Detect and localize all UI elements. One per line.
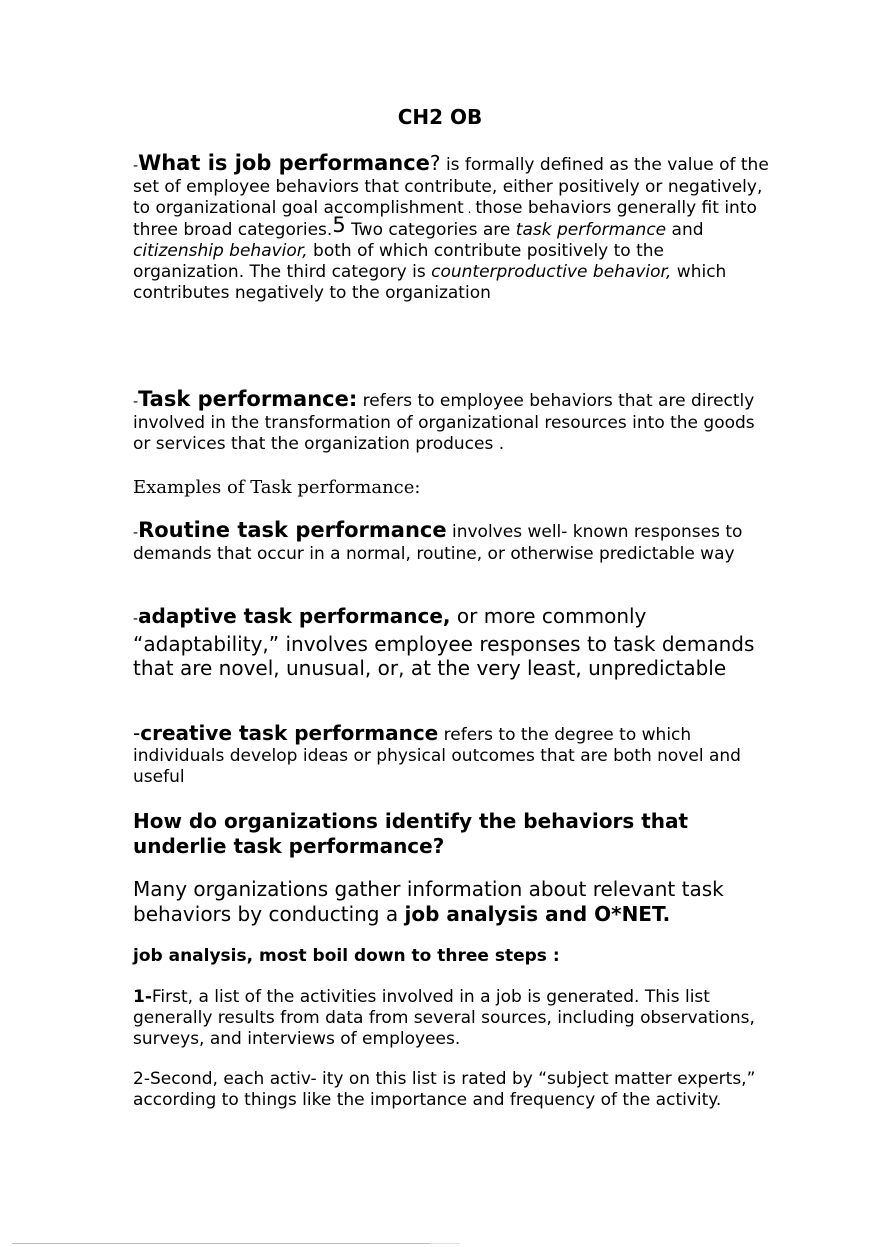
adaptive-task-heading: adaptive task performance, (138, 604, 451, 628)
citizenship-behavior-term: citizenship behavior, (133, 241, 308, 261)
step-1-text: First, a list of the activities involved in a job is generated. This list generally results from data from several sources, including observations, surveys, and interviews of employees. (133, 987, 755, 1049)
question-mark: ? (429, 151, 441, 175)
routine-task-heading: Routine task performance (138, 518, 447, 542)
steps-heading: job analysis, most boil down to three steps : (133, 946, 560, 966)
gather-text: Many organizations gather information about relevant task behaviors by conducting a (133, 877, 724, 926)
and-text: and (666, 220, 704, 240)
counterproductive-behavior-term: counterproductive behavior, (431, 262, 672, 282)
footnote-separator-fade (430, 1243, 460, 1244)
dash: - (133, 525, 139, 541)
step-2-paragraph: 2-Second, each activ- ity on this list is rated by “subject matter experts,” according to things like the importance and frequency of the activity. (133, 1069, 756, 1110)
job-analysis-term: job analysis and O*NET. (404, 902, 671, 926)
task-performance-term: task performance (515, 220, 667, 240)
negative-contribution-text: which contributes negatively to the organization (133, 262, 727, 303)
creative-task-text: refers to the degree to which individuals develop ideas or physical outcomes that are both novel and useful (133, 725, 741, 787)
step-1-paragraph (133, 987, 773, 1050)
adaptive-task-text: or more commonly “adaptability,” involves employee responses to task demands that are novel, unusual, or, at the very least, unpredictable (133, 604, 755, 680)
step-1-number: 1- (133, 987, 152, 1007)
task-performance-paragraph (133, 389, 773, 455)
dash: - (133, 721, 141, 745)
categories-text: those behaviors generally fit into three broad categories. (133, 198, 757, 240)
routine-task-paragraph (133, 520, 773, 565)
job-performance-heading: What is job performance (138, 151, 430, 175)
job-analysis-intro (133, 877, 773, 927)
routine-task-text: involves well- known responses to demands that occur in a normal, routine, or otherwise predictable way (133, 522, 743, 564)
dash: - (133, 158, 139, 174)
period-mark: . (463, 202, 476, 216)
footnote-marker: 5 (332, 213, 346, 237)
page-title: CH2 OB (397, 105, 483, 129)
task-performance-text: refers to employee behaviors that are directly involved in the transformation of organizational resources into the goods or services that the organization produces . (133, 391, 755, 454)
definition-text: is formally defined as the value of the set of employee behaviors that contribute, either positively or negatively, to organizational goal accomplishment (133, 155, 769, 218)
job-performance-paragraph (133, 153, 773, 304)
examples-heading: Examples of Task performance: (133, 477, 421, 498)
two-categories-text: Two categories are (345, 220, 516, 240)
creative-task-paragraph (133, 723, 773, 788)
dash: - (133, 394, 139, 410)
identify-behaviors-question: How do organizations identify the behaviors that underlie task performance? (133, 809, 689, 858)
creative-task-heading: creative task performance (140, 721, 439, 745)
footnote-separator (12, 1243, 460, 1244)
adaptive-task-paragraph (133, 604, 773, 681)
dash: - (133, 611, 139, 627)
task-performance-heading: Task performance: (138, 387, 358, 411)
positive-contribution-text: both of which contribute positively to the organization. The third category is (133, 241, 665, 282)
